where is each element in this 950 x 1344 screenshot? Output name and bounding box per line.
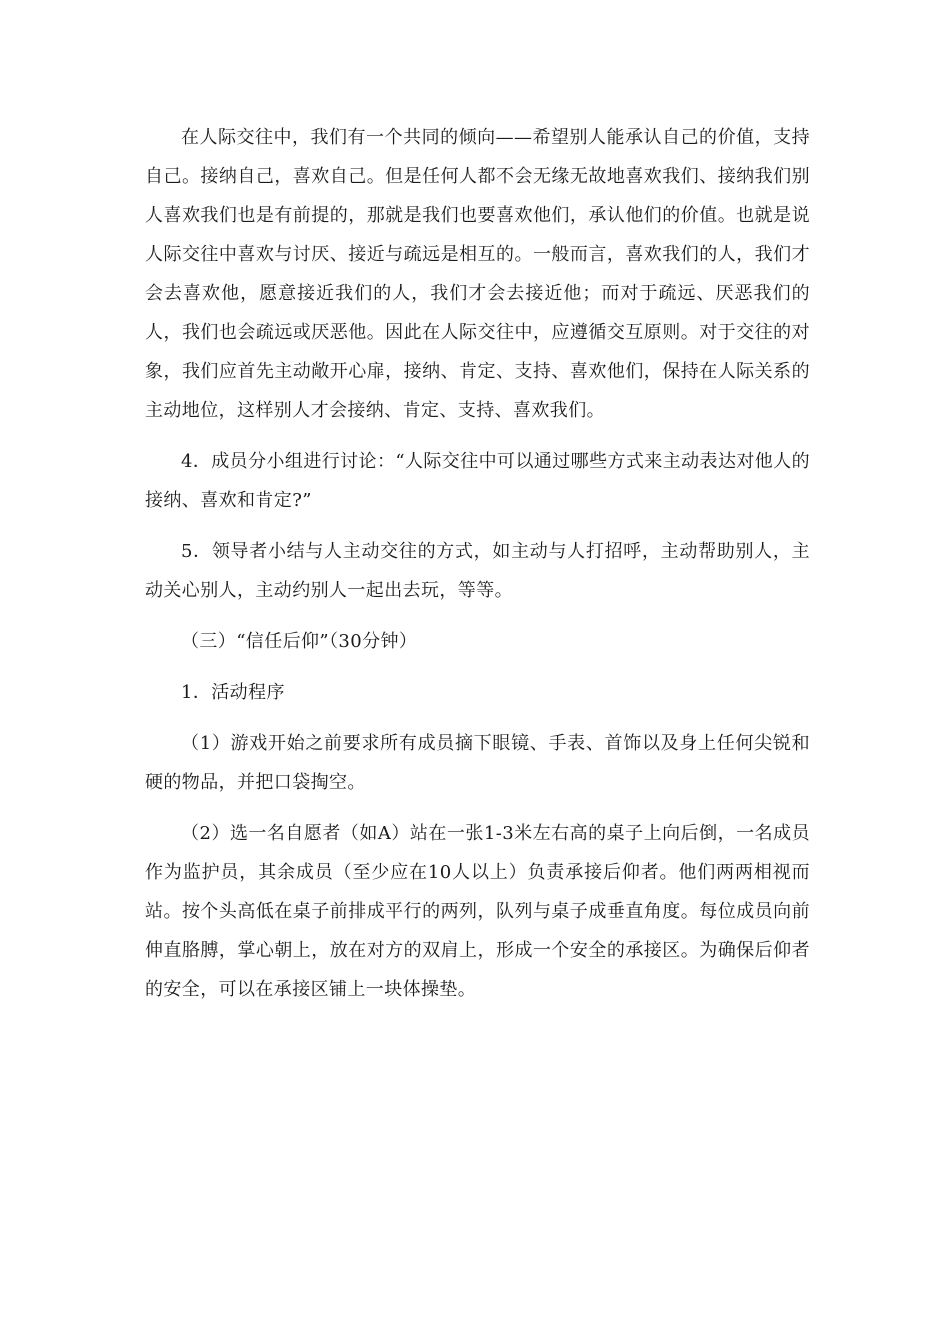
paragraph-reciprocity-principle: 在人际交往中，我们有一个共同的倾向——希望别人能承认自己的价值，支持自己。接纳自己，喜欢自己。但是任何人都不会无缘无故地喜欢我们、接纳我们别人喜欢我们也是有前提的，那就是我们也要喜欢他们，承认他们的价值。也就是说人际交往中喜欢与讨厌、接近与疏远是相互的。一般而言，喜欢我们的人，我们才会去喜欢他，愿意接近我们的人，我们才会去接近他；而对于疏远、厌恶我们的人，我们也会疏远或厌恶他。因此在人际交往中，应遵循交互原则。对于交往的对象，我们应首先主动敞开心扉，接纳、肯定、支持、喜欢他们，保持在人际关系的主动地位，这样别人才会接纳、肯定、支持、喜欢我们。 xyxy=(145,127,810,421)
paragraph-group-discussion: 4．成员分小组进行讨论：“人际交往中可以通过哪些方式来主动表达对他人的接纳、喜欢和肯定?” xyxy=(145,451,810,511)
subheading-activity-procedure: 1．活动程序 xyxy=(181,682,285,703)
paragraph-leader-summary: 5．领导者小结与人主动交往的方式，如主动与人打招呼，主动帮助别人，主动关心别人，主动约别人一起出去玩，等等。 xyxy=(145,541,810,601)
document-body xyxy=(145,118,810,1021)
paragraph-step-1: （1）游戏开始之前要求所有成员摘下眼镜、手表、首饰以及身上任何尖锐和硬的物品，并把口袋掏空。 xyxy=(145,733,810,793)
section-heading-trust-fall: （三）“信任后仰”（30分钟） xyxy=(181,631,418,652)
paragraph-step-2: （2）选一名自愿者（如A）站在一张1-3米左右高的桌子上向后倒，一名成员作为监护员，其余成员（至少应在10人以上）负责承接后仰者。他们两两相视而站。按个头高低在桌子前排成平行的两列，队列与桌子成垂直角度。每位成员向前伸直胳膊，掌心朝上，放在对方的双肩上，形成一个安全的承接区。为确保后仰者的安全，可以在承接区铺上一块体操垫。 xyxy=(145,823,810,1000)
